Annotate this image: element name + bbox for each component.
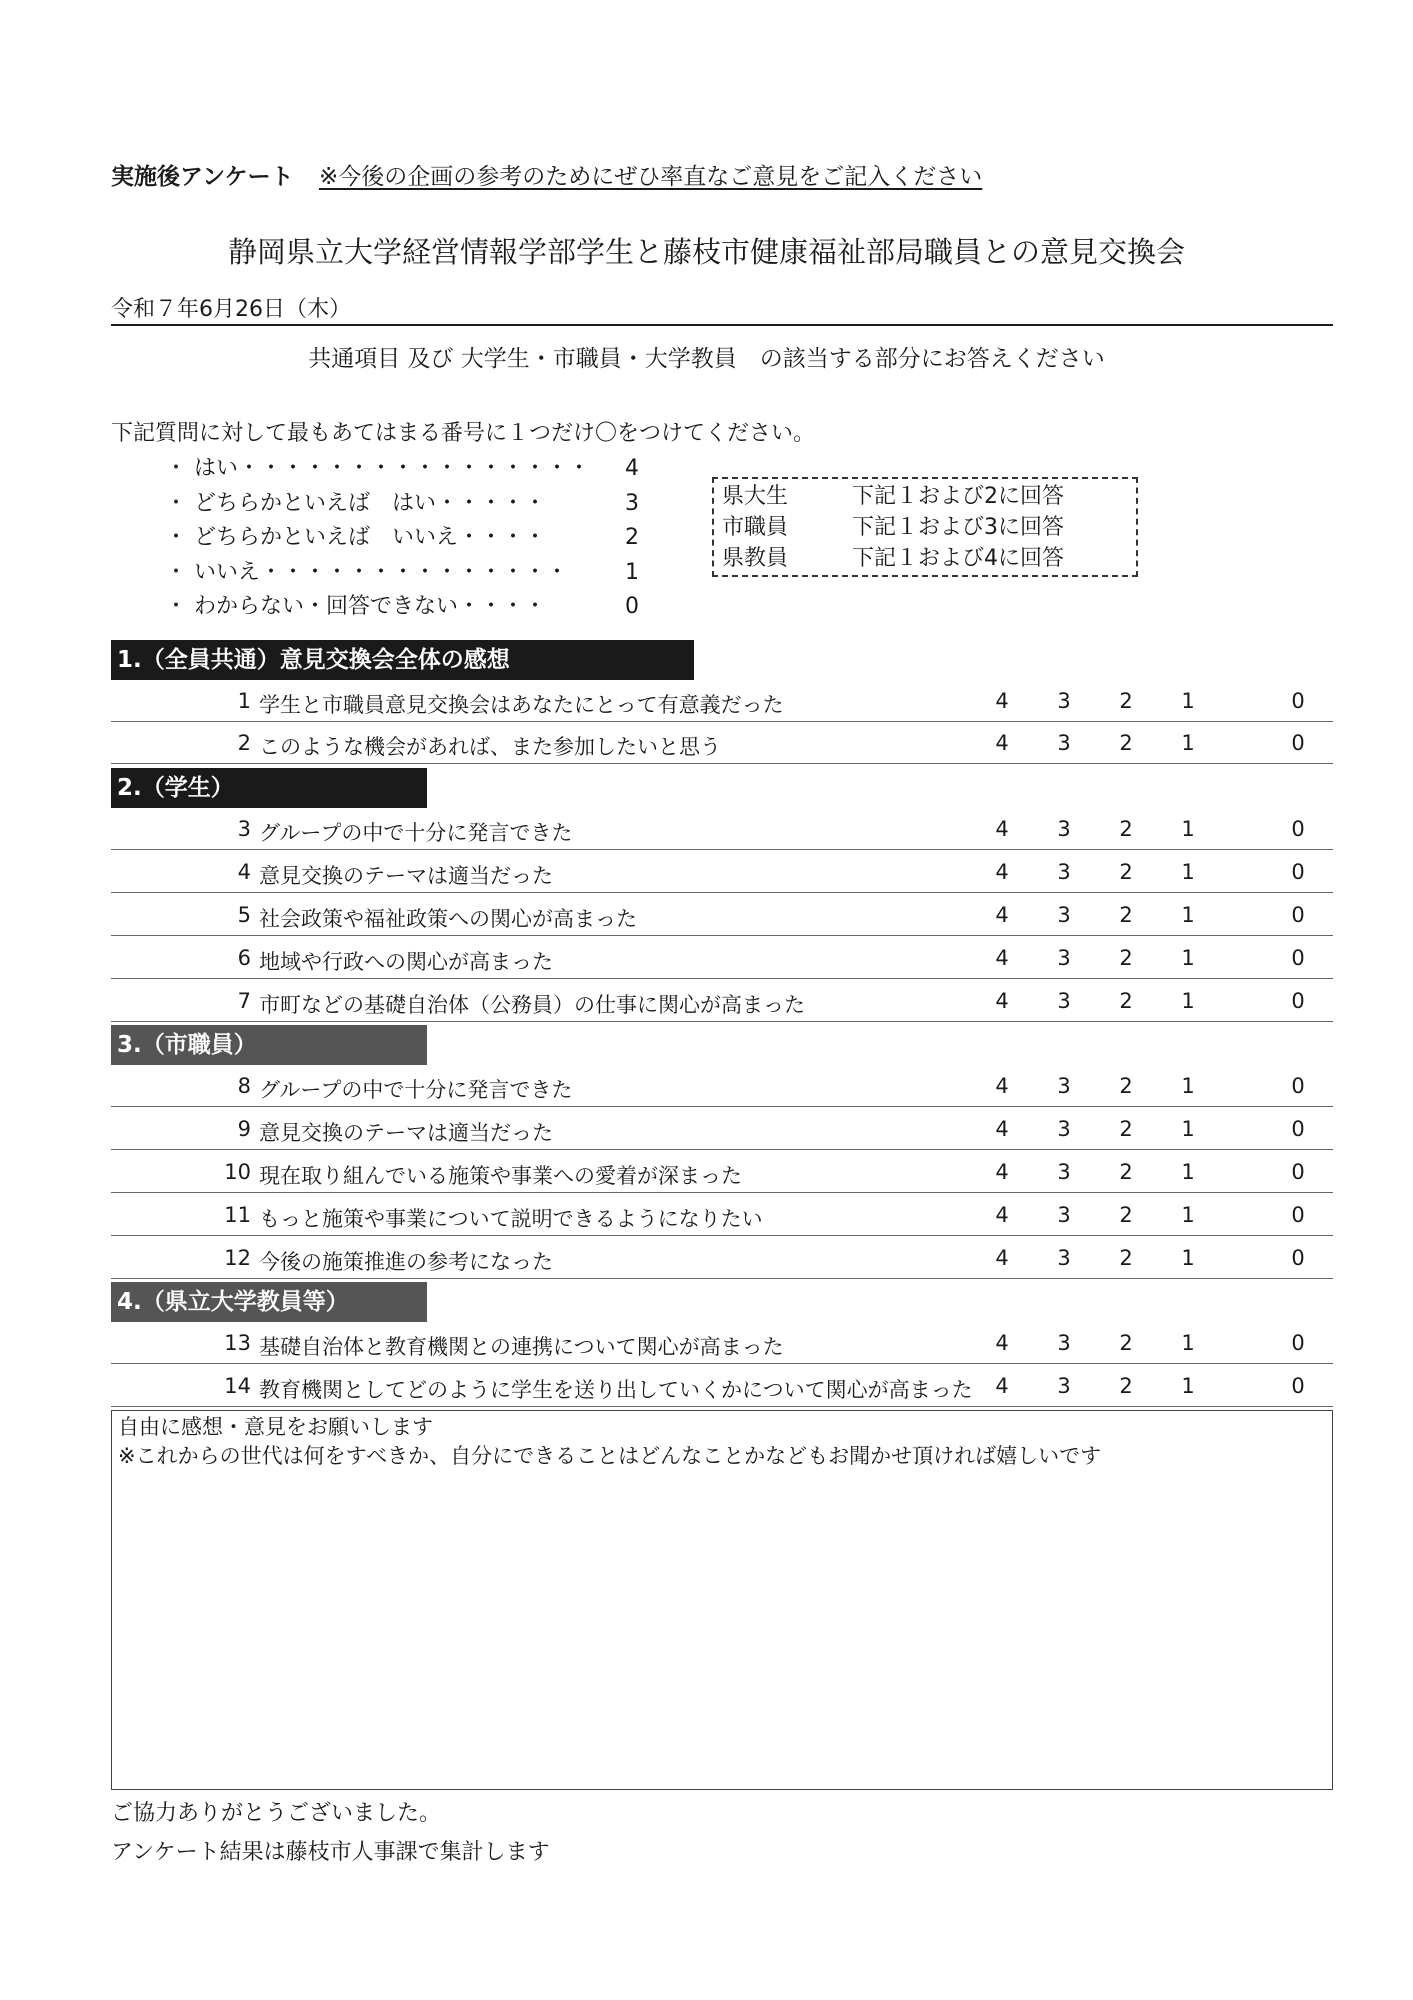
routing-rule: 下記１および4に回答 [852,546,1064,571]
survey-header [111,158,982,191]
rating-option-4[interactable]: 4 [995,1074,1009,1098]
rating-option-3[interactable]: 3 [1057,1117,1071,1141]
question-row [111,1322,1333,1364]
question-number: 8 [237,1074,251,1098]
question-number: 1 [237,689,251,713]
rating-option-3[interactable]: 3 [1057,989,1071,1013]
rating-option-1[interactable]: 1 [1181,903,1195,927]
rating-option-2[interactable]: 2 [1119,1160,1133,1184]
rating-option-1[interactable]: 1 [1181,1203,1195,1227]
scale-item [165,590,639,625]
divider [111,324,1333,326]
question-text: 教育機関としてどのように学生を送り出していくかについて関心が高まった [259,1378,973,1402]
rating-option-0[interactable]: 0 [1291,1246,1305,1270]
rating-option-0[interactable]: 0 [1291,860,1305,884]
question-text: グループの中で十分に発言できた [259,1078,573,1102]
question-text: 社会政策や福祉政策への関心が高まった [259,907,637,931]
rating-option-0[interactable]: 0 [1291,903,1305,927]
question-row [111,722,1333,764]
rating-option-0[interactable]: 0 [1291,1203,1305,1227]
rating-option-1[interactable]: 1 [1181,731,1195,755]
rating-option-4[interactable]: 4 [995,946,1009,970]
rating-option-4[interactable]: 4 [995,1374,1009,1398]
scale-value: 0 [625,594,639,619]
question-number: 5 [237,903,251,927]
scale-item [165,487,639,522]
question-text: このような機会があれば、また参加したいと思う [259,735,721,759]
rating-option-3[interactable]: 3 [1057,731,1071,755]
rating-option-3[interactable]: 3 [1057,946,1071,970]
question-row [111,1194,1333,1236]
instruction-text: 共通項目 及び 大学生・市職員・大学教員 の該当する部分にお答えください [308,346,1105,372]
question-number: 9 [237,1117,251,1141]
rating-option-4[interactable]: 4 [995,1160,1009,1184]
rating-option-2[interactable]: 2 [1119,1374,1133,1398]
rating-option-1[interactable]: 1 [1181,1374,1195,1398]
answer-scale [165,452,639,625]
rating-option-3[interactable]: 3 [1057,1246,1071,1270]
rating-option-0[interactable]: 0 [1291,1117,1305,1141]
event-date: 令和７年6月26日（木） [111,297,351,322]
question-row [111,1151,1333,1193]
rating-option-0[interactable]: 0 [1291,817,1305,841]
rating-option-2[interactable]: 2 [1119,817,1133,841]
question-number: 12 [224,1246,251,1270]
question-row [111,1365,1333,1407]
scale-label: ・ はい・・・・・・・・・・・・・・・・ [165,456,590,481]
rating-option-3[interactable]: 3 [1057,1160,1071,1184]
scale-value: 3 [625,490,639,516]
free-comment-note: ※これからの世代は何をすべきか、自分にできることはどんなことかなどもお聞かせ頂ければ嬉しいです [118,1444,1102,1468]
routing-group: 県教員 [722,546,789,571]
rating-option-3[interactable]: 3 [1057,1074,1071,1098]
scale-item [165,556,639,591]
scale-label: ・ どちらかといえば いいえ・・・・ [165,525,546,550]
question-number: 4 [237,860,251,884]
rating-option-4[interactable]: 4 [995,1331,1009,1355]
question-number: 7 [237,989,251,1013]
routing-row [722,481,1128,512]
section-header: 2.（学生） [111,768,427,808]
section-header: 1.（全員共通）意見交換会全体の感想 [111,640,694,680]
question-row [111,1108,1333,1150]
rating-option-4[interactable]: 4 [995,817,1009,841]
scale-value: 4 [625,456,639,481]
routing-group: 県大生 [722,484,789,509]
rating-option-1[interactable]: 1 [1181,1246,1195,1270]
question-text: 現在取り組んでいる施策や事業への愛着が深まった [259,1164,742,1188]
question-number: 13 [224,1331,251,1355]
question-row [111,680,1333,722]
rating-option-2[interactable]: 2 [1119,731,1133,755]
free-comment-prompt: 自由に感想・意見をお願いします [118,1415,433,1439]
question-text: 意見交換のテーマは適当だった [259,1121,553,1145]
rating-option-1[interactable]: 1 [1181,689,1195,713]
survey-label: 実施後アンケート [111,164,294,190]
question-row [111,980,1333,1022]
question-number: 2 [237,731,251,755]
scale-value: 1 [625,559,639,585]
question-number: 11 [224,1203,251,1227]
rating-option-2[interactable]: 2 [1119,1117,1133,1141]
rating-option-3[interactable]: 3 [1057,1374,1071,1398]
rating-option-1[interactable]: 1 [1181,989,1195,1013]
question-text: もっと施策や事業について説明できるようになりたい [259,1207,763,1231]
rating-option-0[interactable]: 0 [1291,1331,1305,1355]
tally-note: アンケート結果は藤枝市人事課で集計します [111,1840,550,1865]
rating-option-1[interactable]: 1 [1181,946,1195,970]
question-number: 14 [224,1374,251,1398]
scale-value: 2 [625,525,639,550]
rating-option-0[interactable]: 0 [1291,989,1305,1013]
rating-option-4[interactable]: 4 [995,689,1009,713]
routing-rule: 下記１および3に回答 [852,515,1064,540]
rating-option-4[interactable]: 4 [995,903,1009,927]
respondent-routing-box [712,477,1138,577]
rating-option-4[interactable]: 4 [995,860,1009,884]
rating-option-0[interactable]: 0 [1291,731,1305,755]
question-row [111,1065,1333,1107]
rating-option-1[interactable]: 1 [1181,1331,1195,1355]
rating-option-2[interactable]: 2 [1119,989,1133,1013]
rating-option-1[interactable]: 1 [1181,817,1195,841]
question-text: 基礎自治体と教育機関との連携について関心が高まった [259,1335,784,1359]
lead-text: 下記質問に対して最もあてはまる番号に１つだけ〇をつけてください。 [111,421,816,446]
rating-option-0[interactable]: 0 [1291,1074,1305,1098]
question-number: 10 [224,1160,251,1184]
rating-option-4[interactable]: 4 [995,1203,1009,1227]
rating-option-1[interactable]: 1 [1181,1117,1195,1141]
rating-option-4[interactable]: 4 [995,1117,1009,1141]
rating-option-4[interactable]: 4 [995,731,1009,755]
rating-option-2[interactable]: 2 [1119,946,1133,970]
rating-option-3[interactable]: 3 [1057,1331,1071,1355]
free-comment-box[interactable] [111,1410,1333,1790]
rating-option-1[interactable]: 1 [1181,1074,1195,1098]
scale-item [165,521,639,556]
question-row [111,851,1333,893]
rating-option-3[interactable]: 3 [1057,860,1071,884]
rating-option-3[interactable]: 3 [1057,903,1071,927]
rating-option-2[interactable]: 2 [1119,1331,1133,1355]
routing-row [722,512,1128,543]
page-title: 静岡県立大学経営情報学部学生と藤枝市健康福祉部局職員との意見交換会 [227,235,1185,269]
rating-option-2[interactable]: 2 [1119,1246,1133,1270]
rating-option-0[interactable]: 0 [1291,689,1305,713]
rating-option-2[interactable]: 2 [1119,1203,1133,1227]
thanks-text: ご協力ありがとうございました。 [111,1801,442,1826]
section-header: 4.（県立大学教員等） [111,1282,427,1322]
rating-option-1[interactable]: 1 [1181,860,1195,884]
rating-option-1[interactable]: 1 [1181,1160,1195,1184]
routing-rule: 下記１および2に回答 [852,484,1064,509]
question-text: 今後の施策推進の参考になった [259,1250,553,1274]
scale-label: ・ どちらかといえば はい・・・・・ [165,490,546,516]
question-row [111,894,1333,936]
rating-option-3[interactable]: 3 [1057,689,1071,713]
question-row [111,808,1333,850]
scale-item [165,452,639,487]
routing-group: 市職員 [722,515,789,540]
scale-label: ・ わからない・回答できない・・・・ [165,594,546,619]
rating-option-2[interactable]: 2 [1119,689,1133,713]
rating-option-0[interactable]: 0 [1291,1160,1305,1184]
survey-note: ※今後の企画の参考のためにぜひ率直なご意見をご記入ください [318,164,983,190]
question-text: 地域や行政への関心が高まった [259,950,553,974]
rating-option-0[interactable]: 0 [1291,946,1305,970]
rating-option-0[interactable]: 0 [1291,1374,1305,1398]
question-number: 3 [237,817,251,841]
question-row [111,1237,1333,1279]
question-text: 市町などの基礎自治体（公務員）の仕事に関心が高まった [259,993,805,1017]
rating-option-3[interactable]: 3 [1057,817,1071,841]
rating-option-4[interactable]: 4 [995,1246,1009,1270]
routing-row [722,543,1128,574]
question-text: グループの中で十分に発言できた [259,821,573,845]
section-header: 3.（市職員） [111,1025,427,1065]
rating-option-2[interactable]: 2 [1119,903,1133,927]
question-text: 学生と市職員意見交換会はあなたにとって有意義だった [259,693,784,717]
rating-option-2[interactable]: 2 [1119,860,1133,884]
question-number: 6 [237,946,251,970]
rating-option-2[interactable]: 2 [1119,1074,1133,1098]
rating-option-3[interactable]: 3 [1057,1203,1071,1227]
rating-option-4[interactable]: 4 [995,989,1009,1013]
scale-label: ・ いいえ・・・・・・・・・・・・・・ [165,559,568,585]
question-row [111,937,1333,979]
question-text: 意見交換のテーマは適当だった [259,864,553,888]
